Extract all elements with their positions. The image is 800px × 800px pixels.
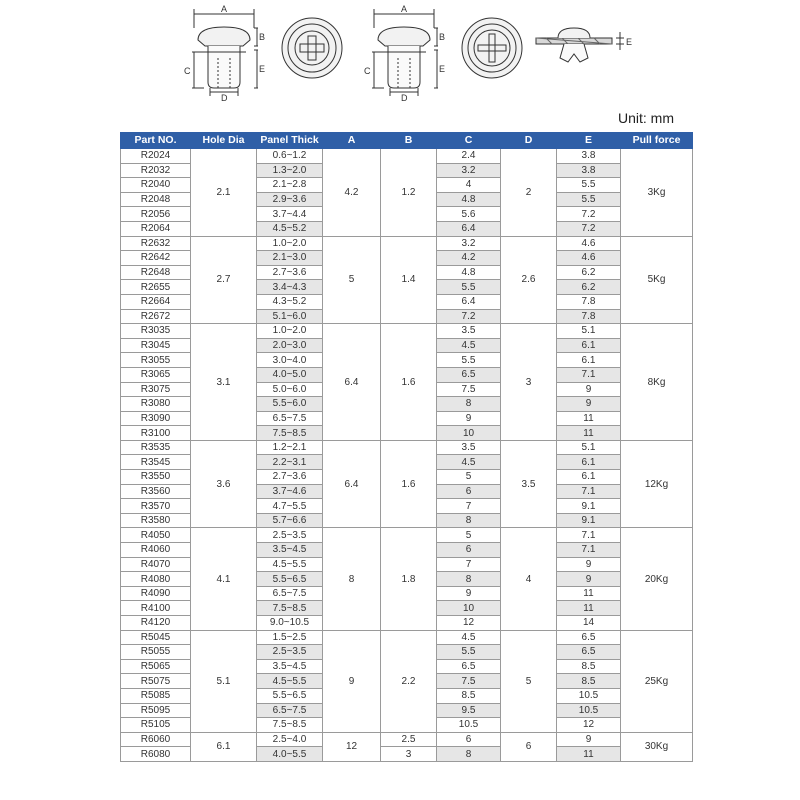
cell-a: 9: [323, 630, 381, 732]
cell-a: 6.4: [323, 324, 381, 441]
cell-c: 6: [437, 484, 501, 499]
dim-label-e-3: E: [626, 37, 633, 47]
cell-panel-thick: 1.2~2.1: [257, 440, 323, 455]
cell-panel-thick: 4.0~5.5: [257, 747, 323, 762]
cell-part-no: R3055: [121, 353, 191, 368]
cell-panel-thick: 1.3~2.0: [257, 163, 323, 178]
cell-e: 7.1: [557, 543, 621, 558]
cell-panel-thick: 9.0~10.5: [257, 616, 323, 631]
cell-part-no: R3100: [121, 426, 191, 441]
cell-part-no: R4070: [121, 557, 191, 572]
cell-c: 4.5: [437, 455, 501, 470]
cell-panel-thick: 2.1~2.8: [257, 178, 323, 193]
cell-d: 4: [501, 528, 557, 630]
cell-panel-thick: 2.9~3.6: [257, 192, 323, 207]
cell-part-no: R3075: [121, 382, 191, 397]
cell-b: 2.2: [381, 630, 437, 732]
cell-c: 4.8: [437, 265, 501, 280]
cell-e: 11: [557, 586, 621, 601]
cell-panel-thick: 3.5~4.5: [257, 659, 323, 674]
cell-part-no: R4060: [121, 543, 191, 558]
cell-e: 5.5: [557, 192, 621, 207]
header-hole-dia: Hole Dia: [191, 133, 257, 149]
top-view-cross-drawing: [462, 18, 522, 78]
cell-c: 8: [437, 572, 501, 587]
cell-c: 7.5: [437, 382, 501, 397]
cell-part-no: R2024: [121, 149, 191, 164]
cell-panel-thick: 3.5~4.5: [257, 543, 323, 558]
cell-c: 7.5: [437, 674, 501, 689]
cell-pull-force: 3Kg: [621, 149, 693, 237]
cell-e: 6.5: [557, 645, 621, 660]
cell-c: 6: [437, 732, 501, 747]
cell-hole-dia: 2.1: [191, 149, 257, 237]
cell-e: 9: [557, 572, 621, 587]
cell-c: 12: [437, 616, 501, 631]
cell-part-no: R5075: [121, 674, 191, 689]
cell-panel-thick: 1.5~2.5: [257, 630, 323, 645]
cell-e: 11: [557, 426, 621, 441]
cell-e: 7.2: [557, 207, 621, 222]
cell-e: 6.1: [557, 353, 621, 368]
cell-panel-thick: 7.5~8.5: [257, 426, 323, 441]
cell-e: 12: [557, 718, 621, 733]
cell-e: 8.5: [557, 659, 621, 674]
cell-part-no: R2655: [121, 280, 191, 295]
cell-part-no: R3045: [121, 338, 191, 353]
cell-part-no: R3550: [121, 470, 191, 485]
cell-panel-thick: 4.7~5.5: [257, 499, 323, 514]
cell-c: 4.8: [437, 192, 501, 207]
cell-c: 3.5: [437, 440, 501, 455]
cell-d: 3.5: [501, 440, 557, 528]
header-a: A: [323, 133, 381, 149]
cell-part-no: R4100: [121, 601, 191, 616]
cell-panel-thick: 4.5~5.2: [257, 221, 323, 236]
cell-e: 4.6: [557, 236, 621, 251]
technical-drawings: [180, 0, 640, 105]
cell-e: 5.1: [557, 440, 621, 455]
cell-e: 14: [557, 616, 621, 631]
table-row: [121, 236, 693, 251]
dim-label-b: B: [259, 32, 266, 42]
cell-c: 9: [437, 586, 501, 601]
dim-label-c-2: C: [364, 66, 371, 76]
cell-c: 7.2: [437, 309, 501, 324]
cell-part-no: R3035: [121, 324, 191, 339]
cell-panel-thick: 2.5~4.0: [257, 732, 323, 747]
header-b: B: [381, 133, 437, 149]
cell-part-no: R4080: [121, 572, 191, 587]
cell-e: 6.1: [557, 338, 621, 353]
cell-e: 8.5: [557, 674, 621, 689]
table-row: [121, 324, 693, 339]
cell-panel-thick: 2.0~3.0: [257, 338, 323, 353]
cell-c: 8.5: [437, 688, 501, 703]
cell-e: 7.8: [557, 294, 621, 309]
cell-c: 7: [437, 557, 501, 572]
cell-part-no: R3545: [121, 455, 191, 470]
cell-part-no: R3570: [121, 499, 191, 514]
cell-pull-force: 12Kg: [621, 440, 693, 528]
cell-e: 5.1: [557, 324, 621, 339]
cell-c: 5.5: [437, 353, 501, 368]
cell-b: 3: [381, 747, 437, 762]
cell-b: 2.5: [381, 732, 437, 747]
cell-a: 8: [323, 528, 381, 630]
cell-part-no: R2672: [121, 309, 191, 324]
cell-e: 10.5: [557, 688, 621, 703]
cell-part-no: R3560: [121, 484, 191, 499]
dim-label-b-2: B: [439, 32, 446, 42]
cell-panel-thick: 2.7~3.6: [257, 265, 323, 280]
cell-e: 9.1: [557, 513, 621, 528]
cell-c: 10: [437, 426, 501, 441]
cell-panel-thick: 5.5~6.0: [257, 397, 323, 412]
cell-c: 2.4: [437, 149, 501, 164]
dim-label-e: E: [259, 64, 266, 74]
header-e: E: [557, 133, 621, 149]
dim-label-a-2: A: [401, 4, 408, 14]
cell-c: 6.5: [437, 367, 501, 382]
unit-label: Unit: mm: [618, 110, 674, 126]
cell-panel-thick: 3.7~4.4: [257, 207, 323, 222]
cell-e: 11: [557, 601, 621, 616]
cell-d: 5: [501, 630, 557, 732]
cell-e: 9.1: [557, 499, 621, 514]
cell-part-no: R2642: [121, 251, 191, 266]
cell-e: 9: [557, 397, 621, 412]
spec-table-body: [121, 149, 693, 762]
cell-panel-thick: 4.3~5.2: [257, 294, 323, 309]
cell-d: 2: [501, 149, 557, 237]
cell-pull-force: 8Kg: [621, 324, 693, 441]
cell-part-no: R5065: [121, 659, 191, 674]
header-part-no: Part NO.: [121, 133, 191, 149]
cell-c: 6.5: [437, 659, 501, 674]
cell-c: 8: [437, 513, 501, 528]
cell-a: 4.2: [323, 149, 381, 237]
top-view-drawing: [282, 18, 342, 78]
cell-panel-thick: 5.1~6.0: [257, 309, 323, 324]
cell-panel-thick: 4.5~5.5: [257, 674, 323, 689]
cell-part-no: R2648: [121, 265, 191, 280]
cell-b: 1.6: [381, 440, 437, 528]
cell-e: 6.5: [557, 630, 621, 645]
cell-e: 6.2: [557, 265, 621, 280]
cell-pull-force: 5Kg: [621, 236, 693, 324]
cell-e: 5.5: [557, 178, 621, 193]
cell-part-no: R2032: [121, 163, 191, 178]
cell-e: 6.1: [557, 470, 621, 485]
cell-b: 1.6: [381, 324, 437, 441]
cell-c: 6.4: [437, 221, 501, 236]
cell-b: 1.4: [381, 236, 437, 324]
cell-panel-thick: 2.5~3.5: [257, 645, 323, 660]
cell-e: 7.2: [557, 221, 621, 236]
cell-e: 10.5: [557, 703, 621, 718]
cell-part-no: R2048: [121, 192, 191, 207]
cell-e: 7.1: [557, 484, 621, 499]
cell-part-no: R2064: [121, 221, 191, 236]
cell-panel-thick: 1.0~2.0: [257, 236, 323, 251]
cell-hole-dia: 6.1: [191, 732, 257, 761]
table-row: [121, 732, 693, 747]
cell-panel-thick: 3.0~4.0: [257, 353, 323, 368]
cell-hole-dia: 4.1: [191, 528, 257, 630]
cell-part-no: R2664: [121, 294, 191, 309]
cell-panel-thick: 2.5~3.5: [257, 528, 323, 543]
table-row: [121, 630, 693, 645]
dim-label-a: A: [221, 4, 228, 14]
cell-part-no: R6080: [121, 747, 191, 762]
cell-pull-force: 25Kg: [621, 630, 693, 732]
cell-c: 6: [437, 543, 501, 558]
cell-pull-force: 20Kg: [621, 528, 693, 630]
cell-panel-thick: 5.7~6.6: [257, 513, 323, 528]
spec-table: [120, 132, 693, 762]
cell-c: 5.5: [437, 645, 501, 660]
header-d: D: [501, 133, 557, 149]
cell-panel-thick: 4.0~5.0: [257, 367, 323, 382]
cell-part-no: R3080: [121, 397, 191, 412]
cell-part-no: R4090: [121, 586, 191, 601]
cell-panel-thick: 1.0~2.0: [257, 324, 323, 339]
cell-panel-thick: 0.6~1.2: [257, 149, 323, 164]
cell-part-no: R4050: [121, 528, 191, 543]
cell-e: 3.8: [557, 149, 621, 164]
cell-panel-thick: 6.5~7.5: [257, 586, 323, 601]
cell-part-no: R3090: [121, 411, 191, 426]
cell-e: 6.2: [557, 280, 621, 295]
cell-c: 5: [437, 470, 501, 485]
cell-panel-thick: 5.5~6.5: [257, 572, 323, 587]
header-c: C: [437, 133, 501, 149]
cell-a: 6.4: [323, 440, 381, 528]
header-panel-thick: Panel Thick: [257, 133, 323, 149]
cell-part-no: R2040: [121, 178, 191, 193]
cell-panel-thick: 3.4~4.3: [257, 280, 323, 295]
cell-panel-thick: 7.5~8.5: [257, 601, 323, 616]
cell-d: 6: [501, 732, 557, 761]
cell-c: 4: [437, 178, 501, 193]
cell-hole-dia: 3.6: [191, 440, 257, 528]
cell-c: 4.5: [437, 338, 501, 353]
cell-part-no: R3535: [121, 440, 191, 455]
cell-d: 2.6: [501, 236, 557, 324]
cell-c: 3.2: [437, 163, 501, 178]
cell-e: 9: [557, 557, 621, 572]
cell-d: 3: [501, 324, 557, 441]
cell-e: 7.8: [557, 309, 621, 324]
dim-label-c: C: [184, 66, 191, 76]
cell-part-no: R5055: [121, 645, 191, 660]
cell-e: 11: [557, 411, 621, 426]
cell-c: 4.2: [437, 251, 501, 266]
installed-section-drawing: [536, 28, 632, 62]
cell-panel-thick: 3.7~4.6: [257, 484, 323, 499]
cell-panel-thick: 6.5~7.5: [257, 411, 323, 426]
cell-pull-force: 30Kg: [621, 732, 693, 761]
cell-c: 3.2: [437, 236, 501, 251]
cell-e: 3.8: [557, 163, 621, 178]
cell-e: 6.1: [557, 455, 621, 470]
cell-a: 12: [323, 732, 381, 761]
table-header-row: [121, 133, 693, 149]
dim-label-d-2: D: [401, 93, 408, 103]
cell-c: 9: [437, 411, 501, 426]
cell-panel-thick: 6.5~7.5: [257, 703, 323, 718]
table-row: [121, 528, 693, 543]
cell-part-no: R5095: [121, 703, 191, 718]
cell-b: 1.8: [381, 528, 437, 630]
cell-panel-thick: 7.5~8.5: [257, 718, 323, 733]
cell-e: 9: [557, 382, 621, 397]
cell-part-no: R5045: [121, 630, 191, 645]
side-view-drawing: [184, 4, 265, 103]
cell-part-no: R5105: [121, 718, 191, 733]
cell-panel-thick: 4.5~5.5: [257, 557, 323, 572]
cell-c: 6.4: [437, 294, 501, 309]
cell-part-no: R4120: [121, 616, 191, 631]
cell-panel-thick: 2.7~3.6: [257, 470, 323, 485]
dim-label-e-2: E: [439, 64, 446, 74]
cell-c: 4.5: [437, 630, 501, 645]
cell-part-no: R2056: [121, 207, 191, 222]
cell-c: 10: [437, 601, 501, 616]
header-pull-force: Pull force: [621, 133, 693, 149]
cell-part-no: R6060: [121, 732, 191, 747]
cell-c: 7: [437, 499, 501, 514]
cell-hole-dia: 3.1: [191, 324, 257, 441]
cell-panel-thick: 5.5~6.5: [257, 688, 323, 703]
cell-c: 8: [437, 397, 501, 412]
cell-e: 7.1: [557, 367, 621, 382]
cell-hole-dia: 2.7: [191, 236, 257, 324]
cell-panel-thick: 5.0~6.0: [257, 382, 323, 397]
cell-panel-thick: 2.2~3.1: [257, 455, 323, 470]
cell-hole-dia: 5.1: [191, 630, 257, 732]
cell-e: 7.1: [557, 528, 621, 543]
cell-e: 11: [557, 747, 621, 762]
cell-part-no: R2632: [121, 236, 191, 251]
cell-c: 5.5: [437, 280, 501, 295]
table-row: [121, 149, 693, 164]
cell-a: 5: [323, 236, 381, 324]
cell-c: 3.5: [437, 324, 501, 339]
cell-e: 4.6: [557, 251, 621, 266]
table-row: [121, 440, 693, 455]
cell-part-no: R3065: [121, 367, 191, 382]
dim-label-d: D: [221, 93, 228, 103]
cell-panel-thick: 2.1~3.0: [257, 251, 323, 266]
cell-b: 1.2: [381, 149, 437, 237]
cell-c: 9.5: [437, 703, 501, 718]
cell-c: 5: [437, 528, 501, 543]
cell-part-no: R3580: [121, 513, 191, 528]
cell-c: 8: [437, 747, 501, 762]
cell-c: 5.6: [437, 207, 501, 222]
cell-part-no: R5085: [121, 688, 191, 703]
cell-e: 9: [557, 732, 621, 747]
cell-c: 10.5: [437, 718, 501, 733]
side-view-drawing-2: [364, 4, 445, 103]
